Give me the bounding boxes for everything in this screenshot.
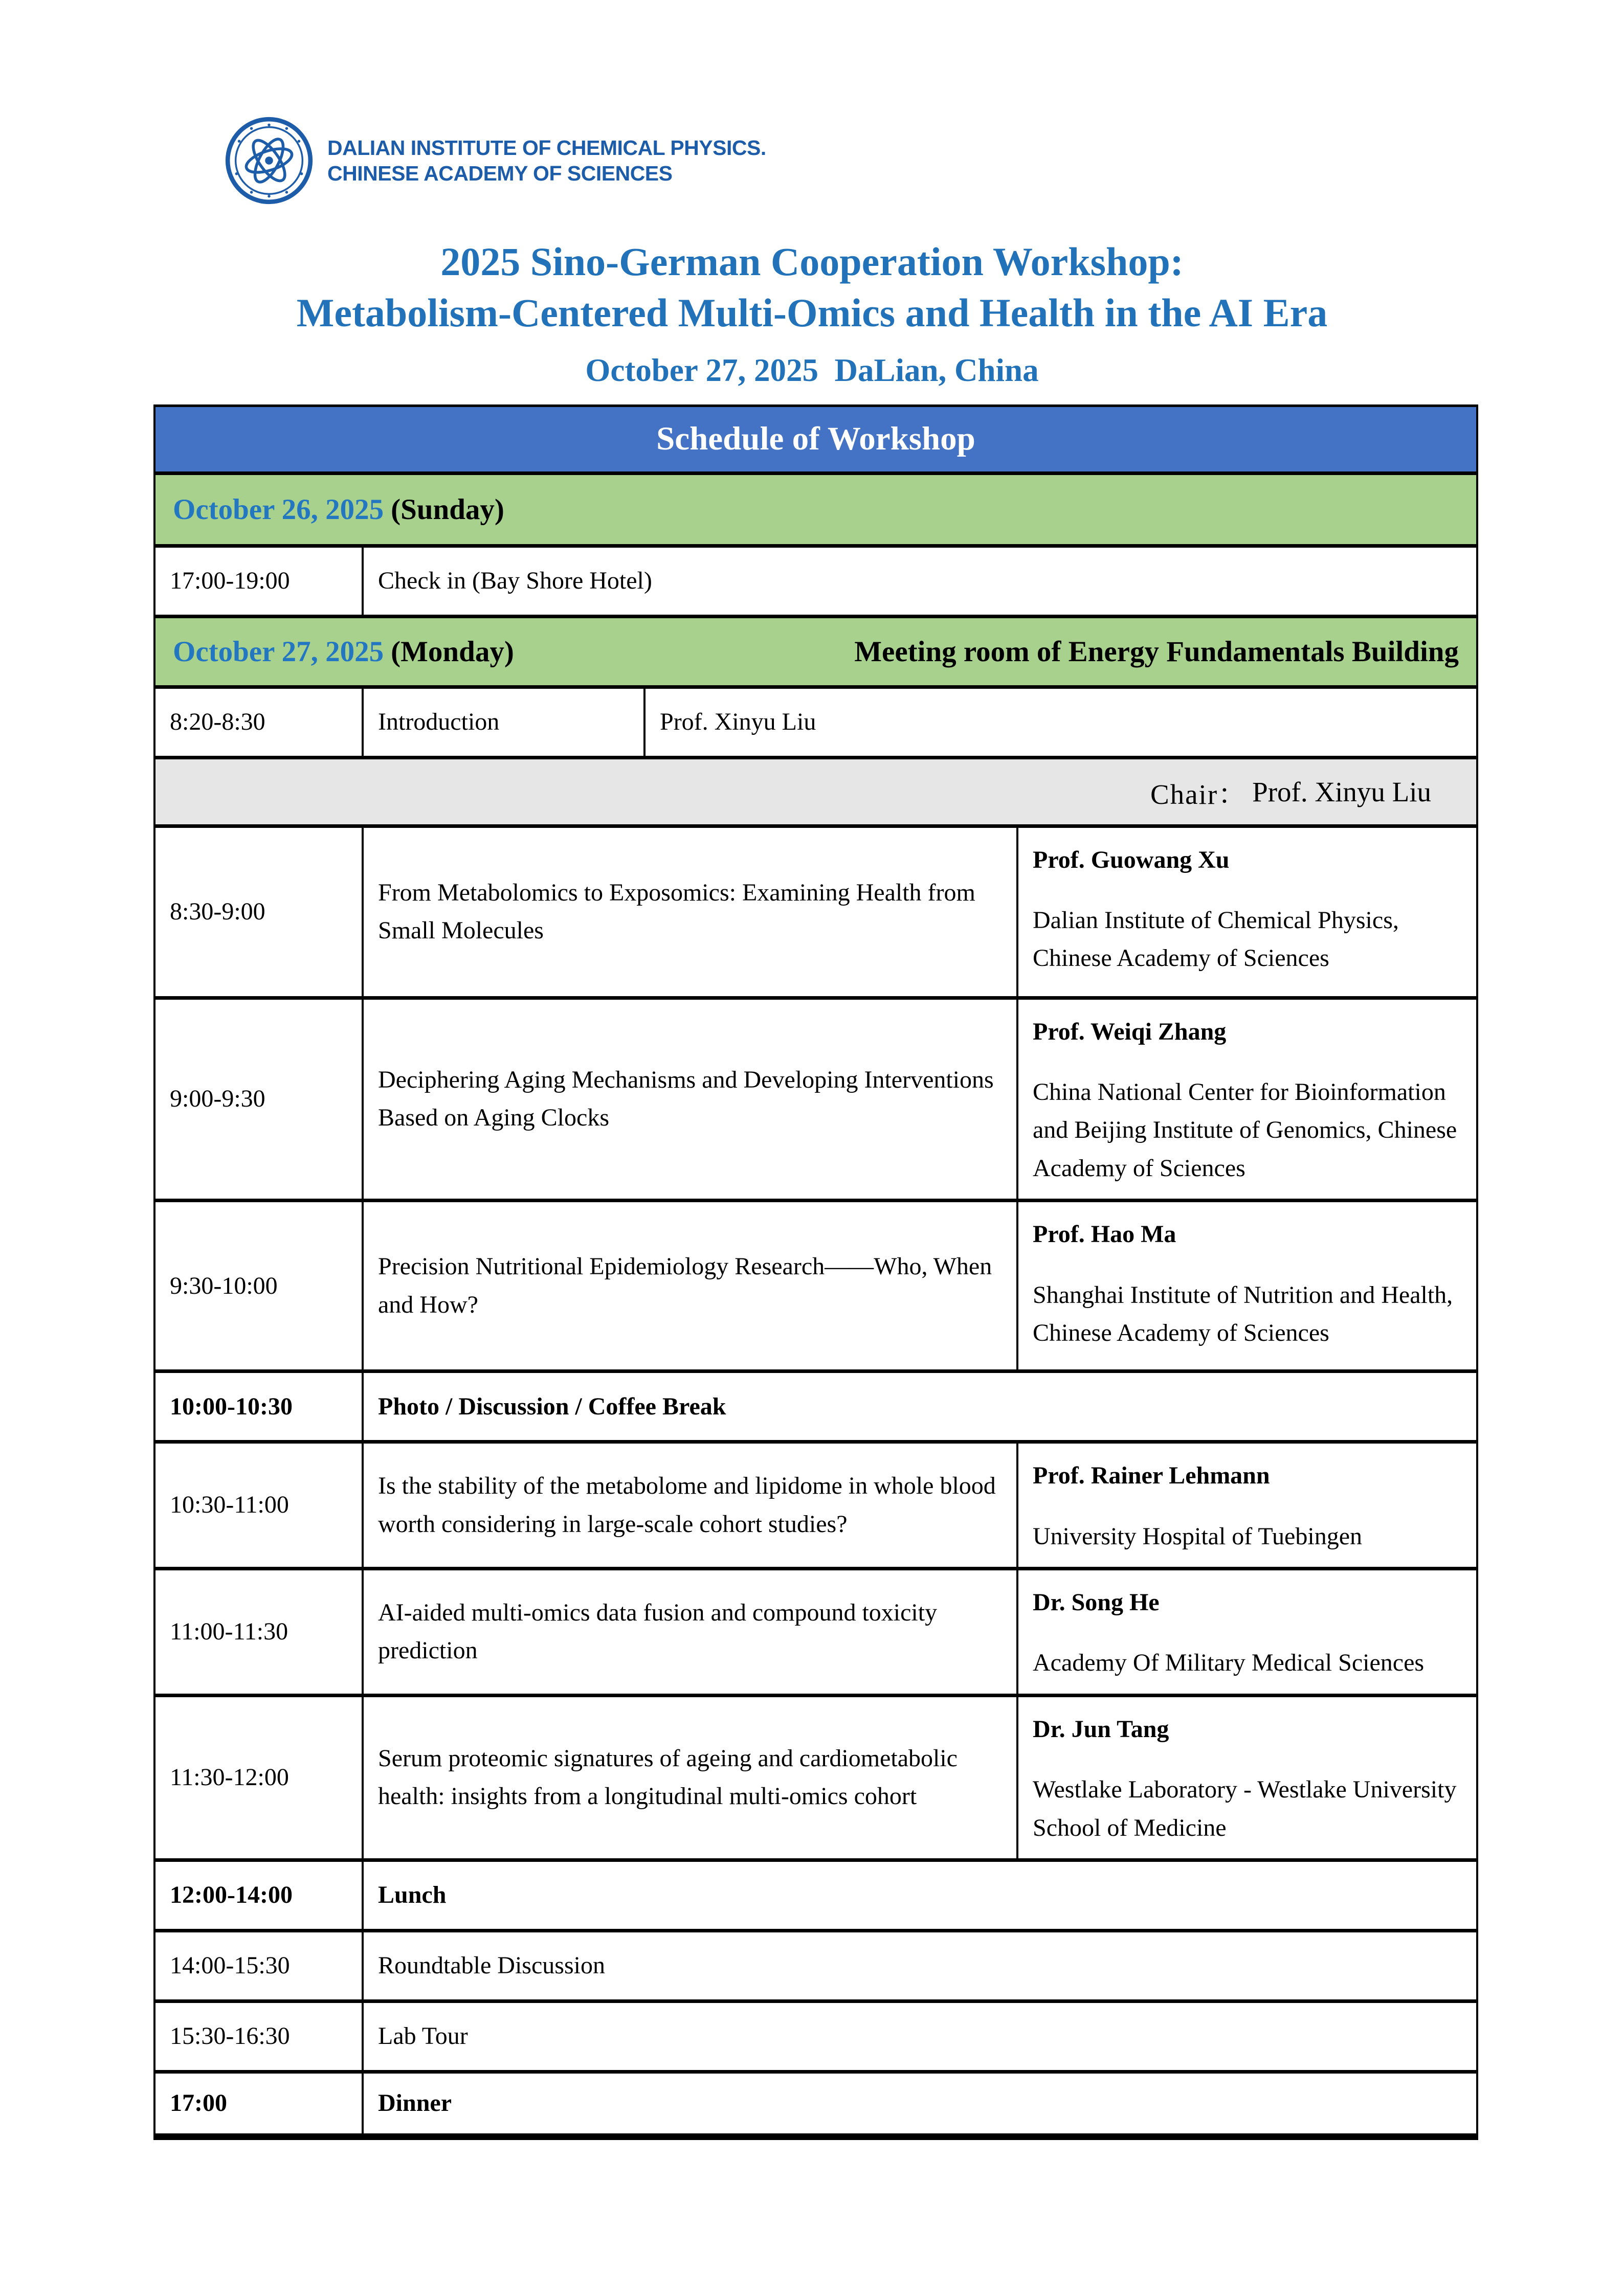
chair-row xyxy=(155,756,1476,824)
time-cell: 10:30-11:00 xyxy=(170,1491,289,1519)
speaker-cell: Prof. Xinyu Liu xyxy=(643,689,1476,756)
time-cell: 8:20-8:30 xyxy=(170,708,265,735)
day-row-left xyxy=(173,493,504,526)
event-cell: Dinner xyxy=(362,2074,1476,2133)
talk-row xyxy=(155,996,1476,1199)
institute-name-line2: CHINESE ACADEMY OF SCIENCES xyxy=(327,162,673,185)
intro-row xyxy=(155,685,1476,756)
time-cell: 9:00-9:30 xyxy=(170,1085,265,1113)
institute-name xyxy=(327,135,766,186)
speaker-cell xyxy=(1016,1697,1476,1858)
workshop-date-location: October 27, 2025 DaLian, China xyxy=(585,352,1039,388)
talk-row xyxy=(155,1199,1476,1369)
talk-title-cell: From Metabolomics to Exposomics: Examining Health from Small Molecules xyxy=(362,828,1016,996)
session-title-cell: Introduction xyxy=(362,689,643,756)
day-name: (Sunday) xyxy=(391,493,504,526)
schedule-header-row xyxy=(155,407,1476,471)
event-cell: Lab Tour xyxy=(362,2003,1476,2070)
workshop-title-line2: Metabolism-Centered Multi-Omics and Health in the AI Era xyxy=(296,290,1328,335)
speaker-name: Dr. Song He xyxy=(1033,1589,1160,1616)
day-row xyxy=(155,471,1476,544)
talk-title-cell: Precision Nutritional Epidemiology Research——Who, When and How? xyxy=(362,1202,1016,1369)
day-row xyxy=(155,615,1476,685)
speaker-affiliation: Dalian Institute of Chemical Physics, Chinese Academy of Sciences xyxy=(1033,907,1399,972)
time-cell: 14:00-15:30 xyxy=(170,1952,290,1979)
schedule-row xyxy=(155,1858,1476,1929)
time-cell: 8:30-9:00 xyxy=(170,897,265,925)
talk-row xyxy=(155,824,1476,996)
talk-row xyxy=(155,1567,1476,1694)
speaker-cell xyxy=(1016,828,1476,996)
schedule-row xyxy=(155,2070,1476,2133)
time-cell: 11:00-11:30 xyxy=(170,1618,288,1646)
chair-label: Chair： xyxy=(1150,778,1248,810)
time-cell: 9:30-10:00 xyxy=(170,1272,278,1299)
atom-emblem-icon xyxy=(225,117,313,205)
day-name: (Monday) xyxy=(391,635,514,668)
schedule-row xyxy=(155,1999,1476,2070)
talk-title-cell: Is the stability of the metabolome and lipidome in whole blood worth considering in large-scale cohort studies? xyxy=(362,1444,1016,1567)
workshop-title xyxy=(0,236,1624,339)
time-cell: 11:30-12:00 xyxy=(170,1764,289,1791)
speaker-name: Dr. Jun Tang xyxy=(1033,1715,1169,1743)
day-row-left xyxy=(173,635,514,668)
chair-name: Prof. Xinyu Liu xyxy=(1252,776,1431,807)
speaker-cell xyxy=(1016,1000,1476,1199)
time-cell: 10:00-10:30 xyxy=(170,1392,293,1420)
event-cell: Check in (Bay Shore Hotel) xyxy=(362,548,1476,615)
speaker-affiliation: China National Center for Bioinformation and Beijing Institute of Genomics, Chinese Academy of Sciences xyxy=(1033,1078,1457,1182)
event-cell: Roundtable Discussion xyxy=(362,1932,1476,1999)
event-cell: Photo / Discussion / Coffee Break xyxy=(362,1373,1476,1440)
speaker-name: Prof. Guowang Xu xyxy=(1033,846,1230,873)
speaker-name: Prof. Hao Ma xyxy=(1033,1221,1176,1248)
talk-row xyxy=(155,1440,1476,1567)
speaker-affiliation: Academy Of Military Medical Sciences xyxy=(1033,1649,1425,1677)
speaker-cell xyxy=(1016,1570,1476,1694)
schedule-row xyxy=(155,1929,1476,1999)
talk-row xyxy=(155,1694,1476,1858)
speaker-affiliation: Westlake Laboratory - Westlake University School of Medicine xyxy=(1033,1776,1457,1841)
talk-title-cell: AI-aided multi-omics data fusion and compound toxicity prediction xyxy=(362,1570,1016,1694)
workshop-title-line1: 2025 Sino-German Cooperation Workshop: xyxy=(440,239,1184,284)
day-date: October 26, 2025 xyxy=(173,493,384,526)
time-cell: 17:00 xyxy=(170,2089,227,2117)
schedule-row xyxy=(155,544,1476,615)
talk-title-cell: Serum proteomic signatures of ageing and cardiometabolic health: insights from a longitudinal multi-omics cohort xyxy=(362,1697,1016,1858)
schedule-row xyxy=(155,1369,1476,1440)
schedule-header-title: Schedule of Workshop xyxy=(656,420,975,458)
speaker-cell xyxy=(1016,1444,1476,1567)
time-cell: 12:00-14:00 xyxy=(170,1881,293,1909)
event-cell: Lunch xyxy=(362,1862,1476,1929)
speaker-cell xyxy=(1016,1202,1476,1369)
speaker-name: Prof. Rainer Lehmann xyxy=(1033,1462,1270,1490)
schedule-table xyxy=(153,404,1478,2140)
speaker-name: Prof. Weiqi Zhang xyxy=(1033,1018,1227,1045)
time-cell: 15:30-16:30 xyxy=(170,2022,290,2050)
day-venue: Meeting room of Energy Fundamentals Building xyxy=(854,635,1459,668)
time-cell: 17:00-19:00 xyxy=(170,567,290,594)
institute-logo xyxy=(225,117,1624,205)
institute-name-line1: DALIAN INSTITUTE OF CHEMICAL PHYSICS. xyxy=(327,136,766,160)
speaker-affiliation: University Hospital of Tuebingen xyxy=(1033,1522,1362,1550)
talk-title-cell: Deciphering Aging Mechanisms and Developing Interventions Based on Aging Clocks xyxy=(362,1000,1016,1199)
day-date: October 27, 2025 xyxy=(173,635,384,668)
speaker-affiliation: Shanghai Institute of Nutrition and Health, Chinese Academy of Sciences xyxy=(1033,1281,1453,1346)
